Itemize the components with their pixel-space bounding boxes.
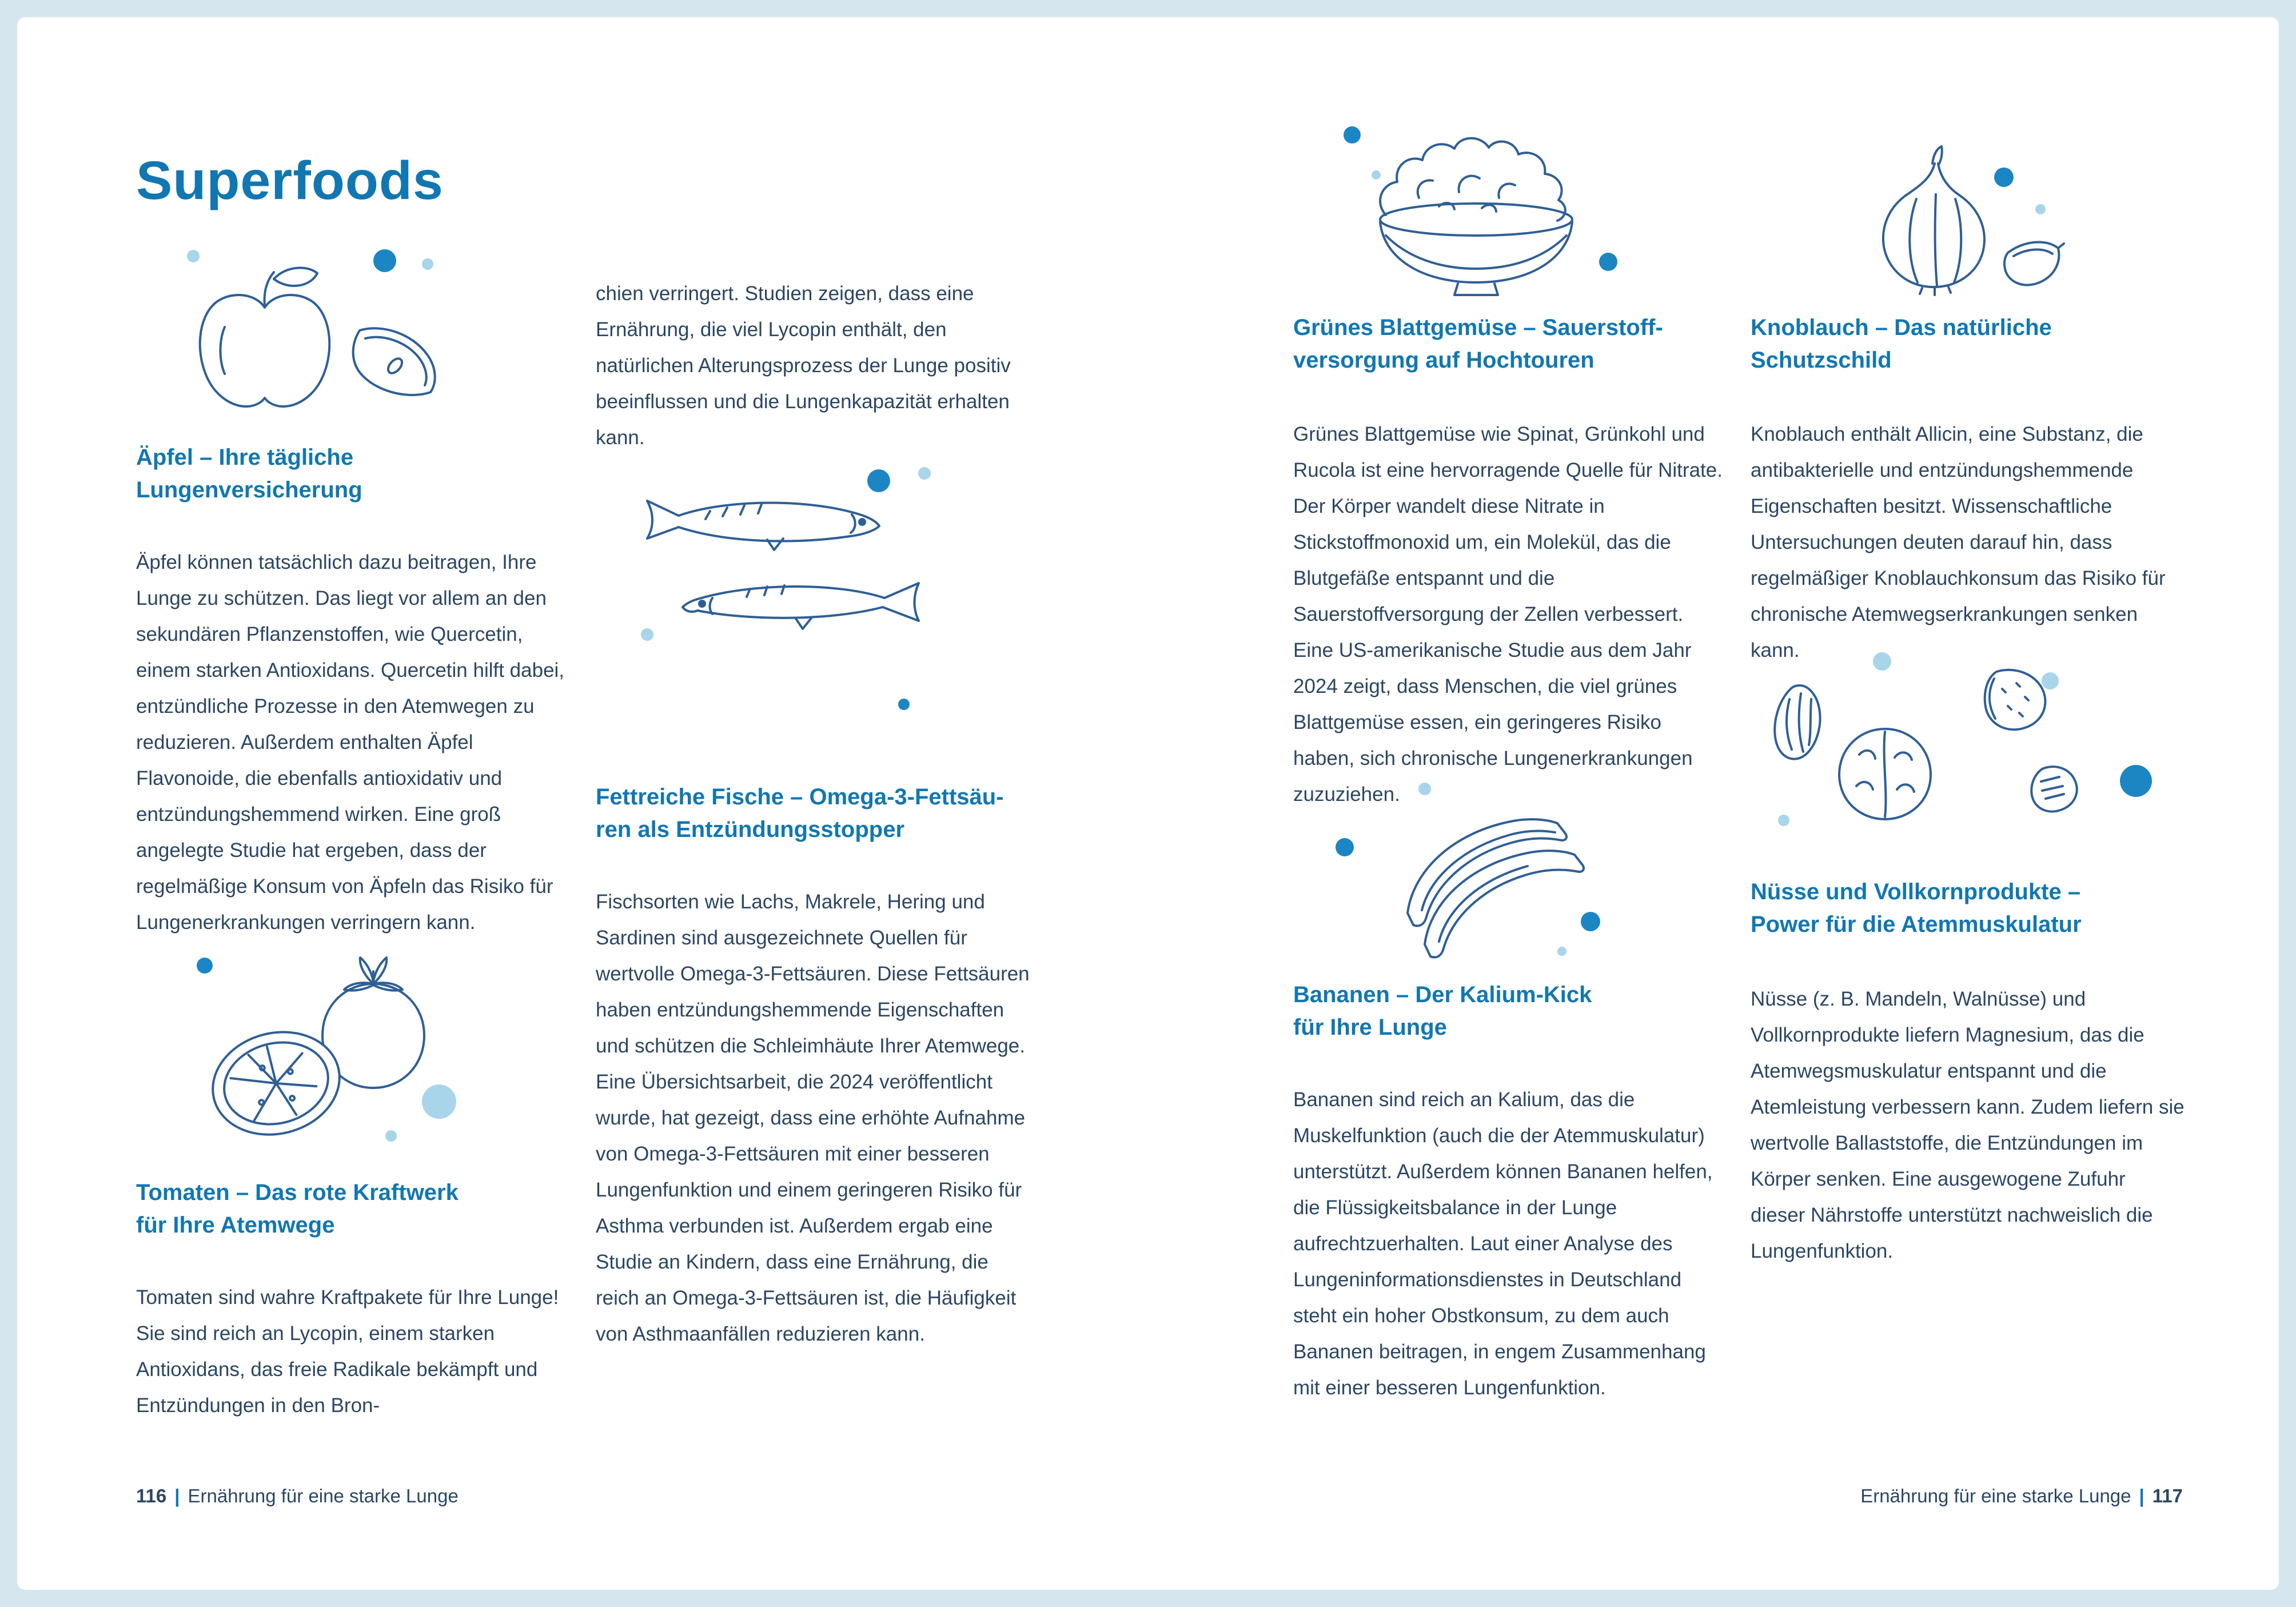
footer-label-right: Ernährung für eine starke Lunge — [1860, 1485, 2131, 1506]
heading-line: versorgung auf Hochtouren — [1293, 348, 1595, 373]
salad-bowl-illustration — [1322, 112, 1728, 301]
nuts-illustration — [1756, 649, 2185, 843]
garlic-illustration — [1836, 143, 2185, 297]
heading-line: Knoblauch – Das natürliche — [1751, 315, 2052, 340]
fish-illustration — [624, 463, 1030, 715]
heading-line: für Ihre Lunge — [1293, 1015, 1447, 1040]
section-heading-apples — [136, 441, 568, 507]
heading-line: für Ihre Atemwege — [136, 1213, 335, 1238]
banana-illustration — [1328, 779, 1728, 962]
section-body-nuts: Nüsse (z. B. Mandeln, Walnüsse) und Vollkornprodukte liefern Magnesium, das die Atemwegsmuskulatur entspannt und die Atemleistung verbessern kann. Zudem liefern sie wertvolle Ballaststoffe, die Entzündungen im Körper senken. Eine ausgewogene Zufuhr dieser Nährstoffe unterstützt nachweislich die Lungenfunktion. — [1751, 988, 2185, 1262]
footer-separator: | — [174, 1485, 180, 1506]
tomato-illustration — [170, 946, 568, 1152]
page-number-right: 117 — [2152, 1485, 2183, 1506]
column-3 — [1293, 0, 1728, 1607]
section-heading-garlic — [1751, 312, 2185, 377]
footer-separator: | — [2139, 1485, 2144, 1506]
footer-left — [136, 1485, 459, 1507]
section-body-bananas: Bananen sind reich an Kalium, das die Muskelfunktion (auch die der Atemmuskulatur) unterstützt. Außerdem können Bananen helfen, die Flüssigkeitsbalance in der Lunge aufrechtzuerhalten. Laut einer Analyse des Lungeninformationsdienstes in Deutschland steht ein hoher Obstkonsum, zu dem auch Bananen beitragen, in engem Zusammenhang mit einer besseren Lungenfunktion. — [1293, 1088, 1713, 1399]
section-heading-fish — [596, 781, 1030, 846]
section-heading-bananas — [1293, 979, 1728, 1044]
section-heading-nuts — [1751, 876, 2185, 941]
section-heading-greens — [1293, 312, 1728, 377]
heading-line: Fettreiche Fische – Omega-3-Fettsäu- — [596, 784, 1004, 810]
column-4 — [1751, 0, 2185, 1607]
footer-right — [1293, 1485, 2183, 1507]
heading-line: Schutzschild — [1751, 348, 1892, 373]
section-heading-tomatoes — [136, 1177, 568, 1242]
section-body-garlic: Knoblauch enthält Allicin, eine Substanz, die antibakterielle und entzündungshemmende Eigenschaften besitzt. Wissenschaftliche Untersuchungen deuten darauf hin, dass regelmäßiger Knoblauchkonsum das Risiko für chronische Atemwegserkrankungen senken kann. — [1751, 423, 2166, 661]
page-number-left: 116 — [136, 1485, 167, 1506]
heading-line: Grünes Blattgemüse – Sauerstoff- — [1293, 315, 1663, 340]
column-1 — [136, 0, 568, 1607]
section-body-fish: Fischsorten wie Lachs, Makrele, Hering und Sardinen sind ausgezeichnete Quellen für wertvolle Omega-3-Fettsäuren. Diese Fettsäuren haben entzündungshemmende Eigenschaften und schützen die Schleimhäute Ihrer Atemwege. Eine Übersichtsarbeit, die 2024 veröffentlicht wurde, hat gezeigt, dass eine erhöhte Aufnahme von Omega-3-Fettsäuren mit einer besseren Lungenfunktion und einem geringeren Risiko für Asthma verbunden ist. Außerdem ergab eine Studie an Kindern, dass eine Ernährung, die reich an Omega-3-Fettsäuren ist, die Häufigkeit von Asthmaanfällen reduzieren kann. — [596, 891, 1030, 1345]
heading-line: ren als Entzündungsstopper — [596, 817, 905, 842]
heading-line: Bananen – Der Kalium-Kick — [1293, 982, 1592, 1007]
heading-line: Äpfel – Ihre tägliche — [136, 445, 354, 470]
footer-label-left: Ernährung für eine starke Lunge — [188, 1485, 459, 1506]
section-body-tomatoes-part1: Tomaten sind wahre Kraftpakete für Ihre Lunge! Sie sind reich an Lycopin, einem starken Antioxidans, das freie Radikale bekämpft und Entzündungen in den Bron- — [136, 1286, 559, 1417]
heading-line: Tomaten – Das rote Kraftwerk — [136, 1180, 459, 1205]
heading-line: Power für die Atemmuskulatur — [1751, 912, 2082, 937]
section-body-tomatoes-part2: chien verringert. Studien zeigen, dass eine Ernährung, die viel Lycopin enthält, den natürlichen Alterungsprozess der Lunge positiv beeinflussen und die Lungenkapazität erhalten kann. — [596, 282, 1011, 449]
heading-line: Lungenversicherung — [136, 477, 362, 503]
section-body-greens: Grünes Blattgemüse wie Spinat, Grünkohl und Rucola ist eine hervorragende Quelle für Nitrate. Der Körper wandelt diese Nitrate in Stickstoffmonoxid um, ein Molekül, das die Blutgefäße entspannt und die Sauerstoffversorgung der Zellen verbessert. Eine US-amerikanische Studie aus dem Jahr 2024 zeigt, dass Menschen, die viel grünes Blattgemüse essen, ein geringeres Risiko haben, sich chronische Lungenerkrankungen zuzuziehen. — [1293, 423, 1723, 806]
column-2 — [596, 0, 1030, 1607]
heading-line: Nüsse und Vollkornprodukte – — [1751, 879, 2081, 904]
page-title: Superfoods — [136, 150, 444, 211]
section-body-apples: Äpfel können tatsächlich dazu beitragen, Ihre Lunge zu schützen. Das liegt vor allem an den sekundären Pflanzenstoffen, wie Quercetin, einem starken Antioxidans. Quercetin hilft dabei, entzündliche Prozesse in den Atemwegen zu reduzieren. Außerdem enthalten Äpfel Flavonoide, die ebenfalls antioxidativ und entzündungshemmend wirken. Eine groß angelegte Studie hat ergeben, dass der regelmäßige Konsum von Äpfeln das Risiko für Lungenerkrankungen verringern kann. — [136, 551, 565, 934]
apple-illustration — [168, 240, 568, 434]
